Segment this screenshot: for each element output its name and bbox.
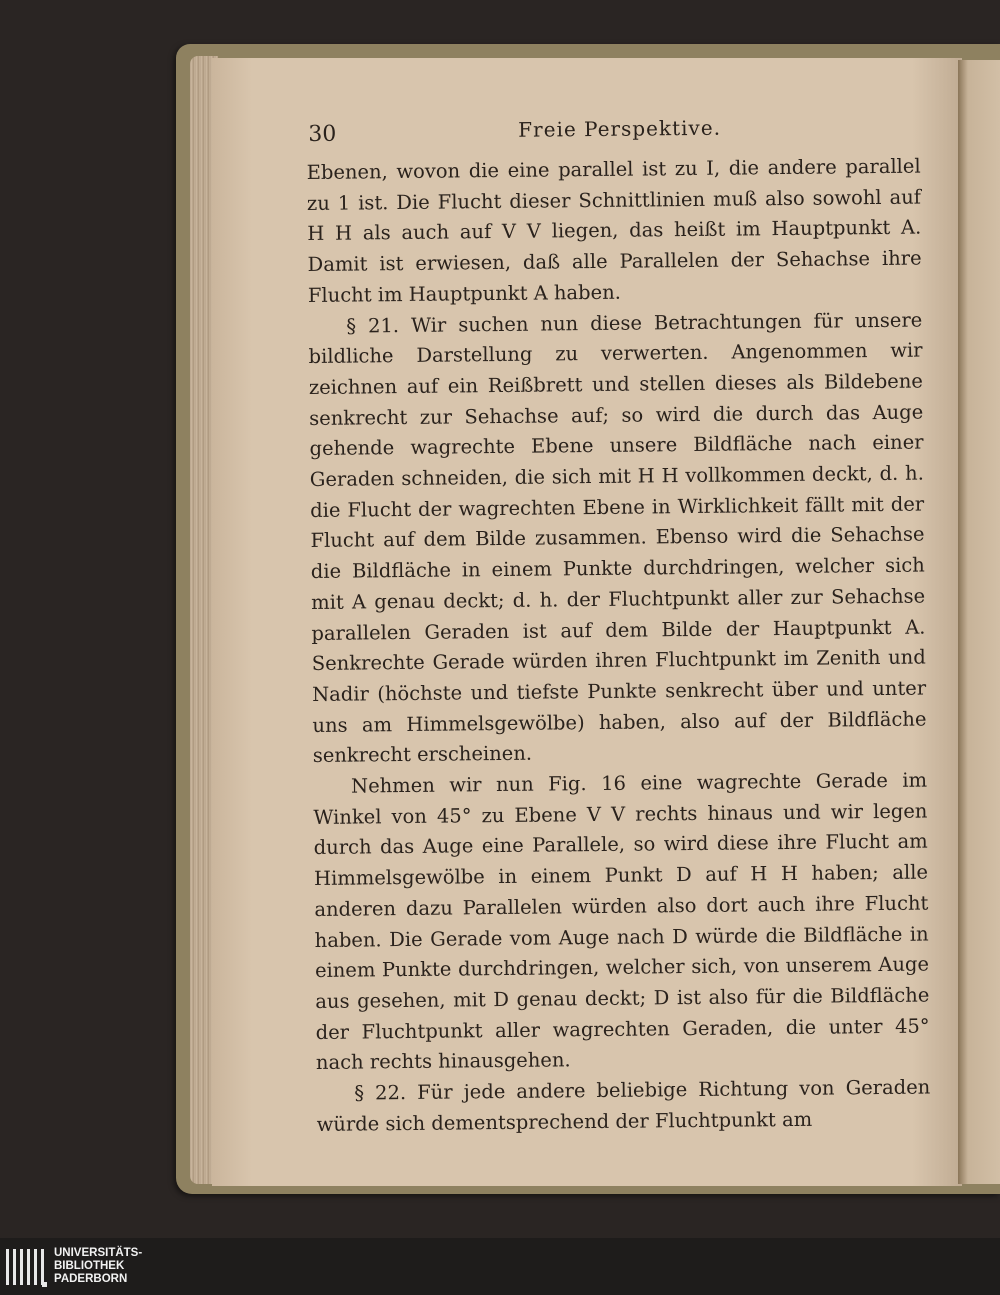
paragraph-3: Nehmen wir nun Fig. 16 eine wagrechte Gerade im Winkel von 45° zu Ebene V V rechts hinaus und wir legen durch das Auge eine Parallele, so wird diese ihre Flucht am Himmelsgewölbe in einem Punkt D auf H H haben; alle anderen dazu Parallelen würden also dort auch ihre Flucht haben. Die Gerade vom Auge nach D würde die Bildfläche in einem Punkte durchdringen, welcher sich, von unserem Auge aus gesehen, mit D genau deckt; D ist also für die Bildfläche der Fluchtpunkt aller wagrechten Geraden, die unter 45° nach rechts hinausgehen. — [313, 768, 930, 1075]
page-text-block — [306, 104, 931, 1141]
library-logo-icon — [6, 1249, 48, 1285]
page-header — [306, 104, 920, 150]
logo-dot — [42, 1282, 47, 1287]
paragraph-4: § 22. Für jede andere beliebige Richtung von Geraden würde sich dementsprechend der Fluchtpunkt am — [316, 1075, 931, 1136]
logo-line-1: UNIVERSITÄTS- — [54, 1247, 143, 1259]
running-title: Freie Perspektive. — [518, 115, 722, 142]
logo-line-3: PADERBORN — [54, 1272, 128, 1285]
facing-page-edge — [958, 60, 1000, 1184]
paragraph-2: § 21. Wir suchen nun diese Betrachtungen für unsere bildliche Darstellung zu verwerten. Angenommen wir zeichnen auf ein Reißbrett und stellen dieses als Bildebene senkrecht zur Sehachse auf; so wird die durch das Auge gehende wagrechte Ebene unsere Bildfläche nach einer Geraden schneiden, die sich mit H H vollkommen deckt, d. h. die Flucht der wagrechten Ebene in Wirklichkeit fällt mit der Flucht auf dem Bilde zusammen. Ebenso wird die Sehachse die Bildfläche in einem Punkte durchdringen, welcher sich mit A genau deckt; d. h. der Fluchtpunkt aller zur Sehachse parallelen Geraden ist auf dem Bilde der Hauptpunkt A. Senkrechte Gerade würden ihren Fluchtpunkt im Zenith und Nadir (höchste und tiefste Punkte senkrecht über und unter uns am Himmelsgewölbe) haben, also auf der Bildfläche senkrecht erscheinen. — [308, 308, 927, 768]
library-logo-text — [54, 1247, 254, 1285]
logo-line-2: BIBLIOTHEK — [54, 1259, 125, 1272]
page-number: 30 — [308, 121, 337, 147]
paragraph-1: Ebenen, wovon die eine parallel ist zu I, die andere parallel zu 1 ist. Die Flucht dieser Schnittlinien muß also sowohl auf H H als auch auf V V liegen, das heißt im Hauptpunkt A. Damit ist erwiesen, daß alle Parallelen der Sehachse ihre Flucht im Hauptpunkt A haben. — [306, 154, 922, 307]
